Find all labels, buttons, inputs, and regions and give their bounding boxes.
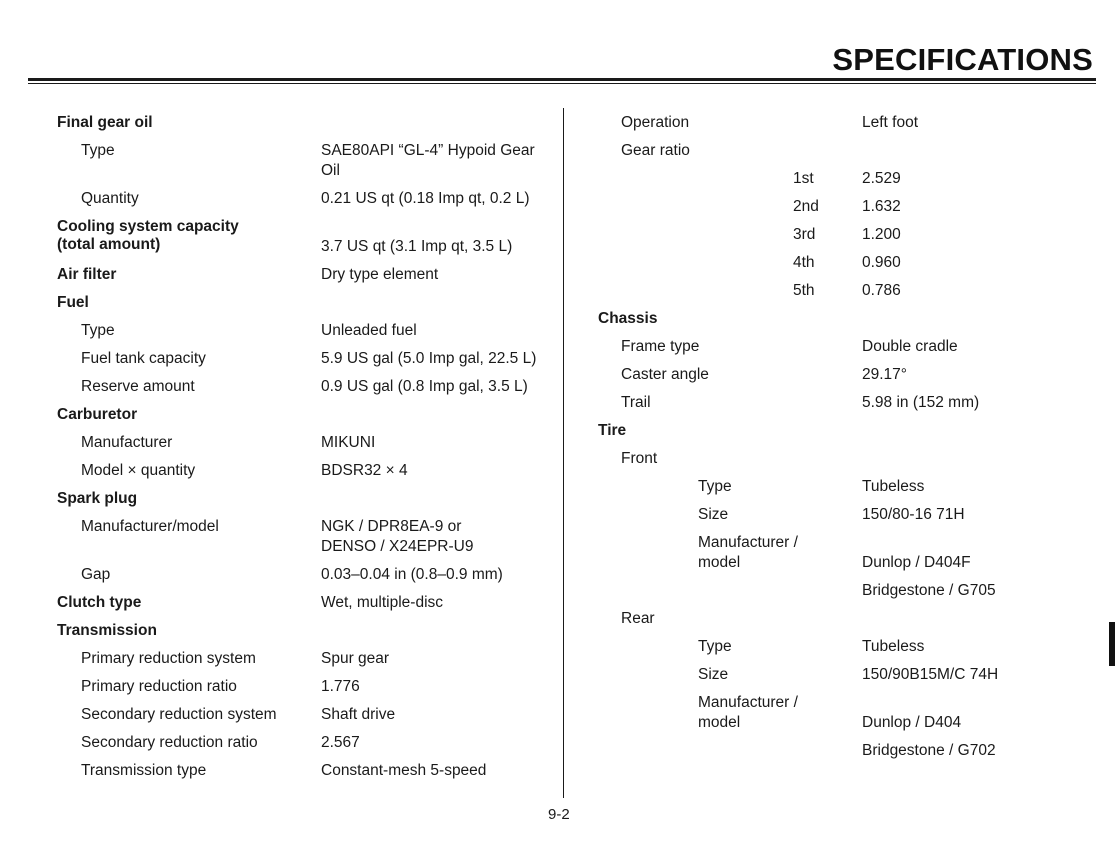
tire-front-type-label: Type xyxy=(698,478,732,495)
gear-ratio-value: 1.632 xyxy=(862,198,901,215)
carburetor-model-value: BDSR32 × 4 xyxy=(321,462,408,479)
cooling-value: 3.7 US qt (3.1 Imp qt, 3.5 L) xyxy=(321,238,513,255)
transmission-row-label: Secondary reduction ratio xyxy=(81,734,258,751)
tire-front-mfr-value-1: Dunlop / D404F xyxy=(862,554,971,571)
transmission-heading: Transmission xyxy=(57,622,157,639)
tire-heading: Tire xyxy=(598,422,627,439)
clutch-heading: Clutch type xyxy=(57,594,142,611)
spark-plug-mfr-value-line1: NGK / DPR8EA-9 or xyxy=(321,518,462,535)
tire-rear-size-value: 150/90B15M/C 74H xyxy=(862,666,999,683)
operation-value: Left foot xyxy=(862,114,919,131)
tire-rear-label: Rear xyxy=(621,610,655,627)
gear-label: 4th xyxy=(793,254,815,271)
gear-label: 5th xyxy=(793,282,815,299)
final-gear-oil-type-value-line2: Oil xyxy=(321,162,340,179)
transmission-row-value: Constant-mesh 5-speed xyxy=(321,762,487,779)
final-gear-oil-quantity-value: 0.21 US qt (0.18 Imp qt, 0.2 L) xyxy=(321,190,530,207)
transmission-row-value: Spur gear xyxy=(321,650,390,667)
tire-front-label: Front xyxy=(621,450,658,467)
frame-type-value: Double cradle xyxy=(862,338,958,355)
transmission-row-value: 2.567 xyxy=(321,734,360,751)
spark-plug-mfr-value-line2: DENSO / X24EPR-U9 xyxy=(321,538,474,555)
fuel-tank-label: Fuel tank capacity xyxy=(81,350,206,367)
fuel-reserve-label: Reserve amount xyxy=(81,378,195,395)
gear-label: 1st xyxy=(793,170,814,187)
air-filter-value: Dry type element xyxy=(321,266,439,283)
transmission-row-label: Primary reduction ratio xyxy=(81,678,237,695)
gear-ratio-label: Gear ratio xyxy=(621,142,690,159)
chapter-tab-marker xyxy=(1109,622,1115,666)
gear-ratio-value: 2.529 xyxy=(862,170,901,187)
transmission-row-value: Shaft drive xyxy=(321,706,396,723)
final-gear-oil-quantity-label: Quantity xyxy=(81,190,139,207)
cooling-heading-line2: (total amount) xyxy=(57,236,161,253)
tire-front-size-value: 150/80-16 71H xyxy=(862,506,965,523)
tire-rear-mfr-label-line2: model xyxy=(698,714,741,731)
carburetor-heading: Carburetor xyxy=(57,406,138,423)
transmission-row-label: Secondary reduction system xyxy=(81,706,277,723)
final-gear-oil-heading: Final gear oil xyxy=(57,114,153,131)
tire-rear-type-label: Type xyxy=(698,638,732,655)
frame-type-label: Frame type xyxy=(621,338,700,355)
fuel-type-value: Unleaded fuel xyxy=(321,322,417,339)
tire-rear-size-label: Size xyxy=(698,666,729,683)
transmission-row-label: Transmission type xyxy=(81,762,207,779)
tire-rear-mfr-value-1: Dunlop / D404 xyxy=(862,714,962,731)
column-divider xyxy=(563,108,564,798)
gear-label: 2nd xyxy=(793,198,819,215)
carburetor-mfr-label: Manufacturer xyxy=(81,434,173,451)
spark-plug-gap-label: Gap xyxy=(81,566,111,583)
caster-angle-label: Caster angle xyxy=(621,366,709,383)
gear-label: 3rd xyxy=(793,226,816,243)
tire-front-type-value: Tubeless xyxy=(862,478,925,495)
caster-angle-value: 29.17° xyxy=(862,366,907,383)
carburetor-mfr-value: MIKUNI xyxy=(321,434,376,451)
tire-rear-mfr-label-line1: Manufacturer / xyxy=(698,694,798,711)
tire-front-size-label: Size xyxy=(698,506,729,523)
gear-ratio-value: 0.960 xyxy=(862,254,901,271)
gear-ratio-value: 0.786 xyxy=(862,282,901,299)
clutch-value: Wet, multiple-disc xyxy=(321,594,444,611)
operation-label: Operation xyxy=(621,114,690,131)
tire-front-mfr-label-line2: model xyxy=(698,554,741,571)
fuel-type-label: Type xyxy=(81,322,115,339)
transmission-row-value: 1.776 xyxy=(321,678,360,695)
transmission-row-label: Primary reduction system xyxy=(81,650,256,667)
air-filter-heading: Air filter xyxy=(57,266,117,283)
tire-front-mfr-label-line1: Manufacturer / xyxy=(698,534,798,551)
cooling-heading-line1: Cooling system capacity xyxy=(57,218,239,235)
tire-rear-type-value: Tubeless xyxy=(862,638,925,655)
fuel-tank-value: 5.9 US gal (5.0 Imp gal, 22.5 L) xyxy=(321,350,537,367)
spark-plug-gap-value: 0.03–0.04 in (0.8–0.9 mm) xyxy=(321,566,503,583)
header-rule-thin xyxy=(28,83,1096,84)
trail-value: 5.98 in (152 mm) xyxy=(862,394,980,411)
carburetor-model-label: Model × quantity xyxy=(81,462,196,479)
spark-plug-mfr-label: Manufacturer/model xyxy=(81,518,219,535)
fuel-reserve-value: 0.9 US gal (0.8 Imp gal, 3.5 L) xyxy=(321,378,528,395)
tire-front-mfr-value-2: Bridgestone / G705 xyxy=(862,582,996,599)
gear-ratio-value: 1.200 xyxy=(862,226,901,243)
trail-label: Trail xyxy=(621,394,651,411)
chassis-heading: Chassis xyxy=(598,310,658,327)
fuel-heading: Fuel xyxy=(57,294,89,311)
tire-rear-mfr-value-2: Bridgestone / G702 xyxy=(862,742,996,759)
final-gear-oil-type-label: Type xyxy=(81,142,115,159)
page-number: 9-2 xyxy=(548,806,570,823)
spark-plug-heading: Spark plug xyxy=(57,490,138,507)
final-gear-oil-type-value-line1: SAE80API “GL-4” Hypoid Gear xyxy=(321,142,535,159)
header-rule-thick xyxy=(28,78,1096,81)
page-title: SPECIFICATIONS xyxy=(832,42,1093,77)
